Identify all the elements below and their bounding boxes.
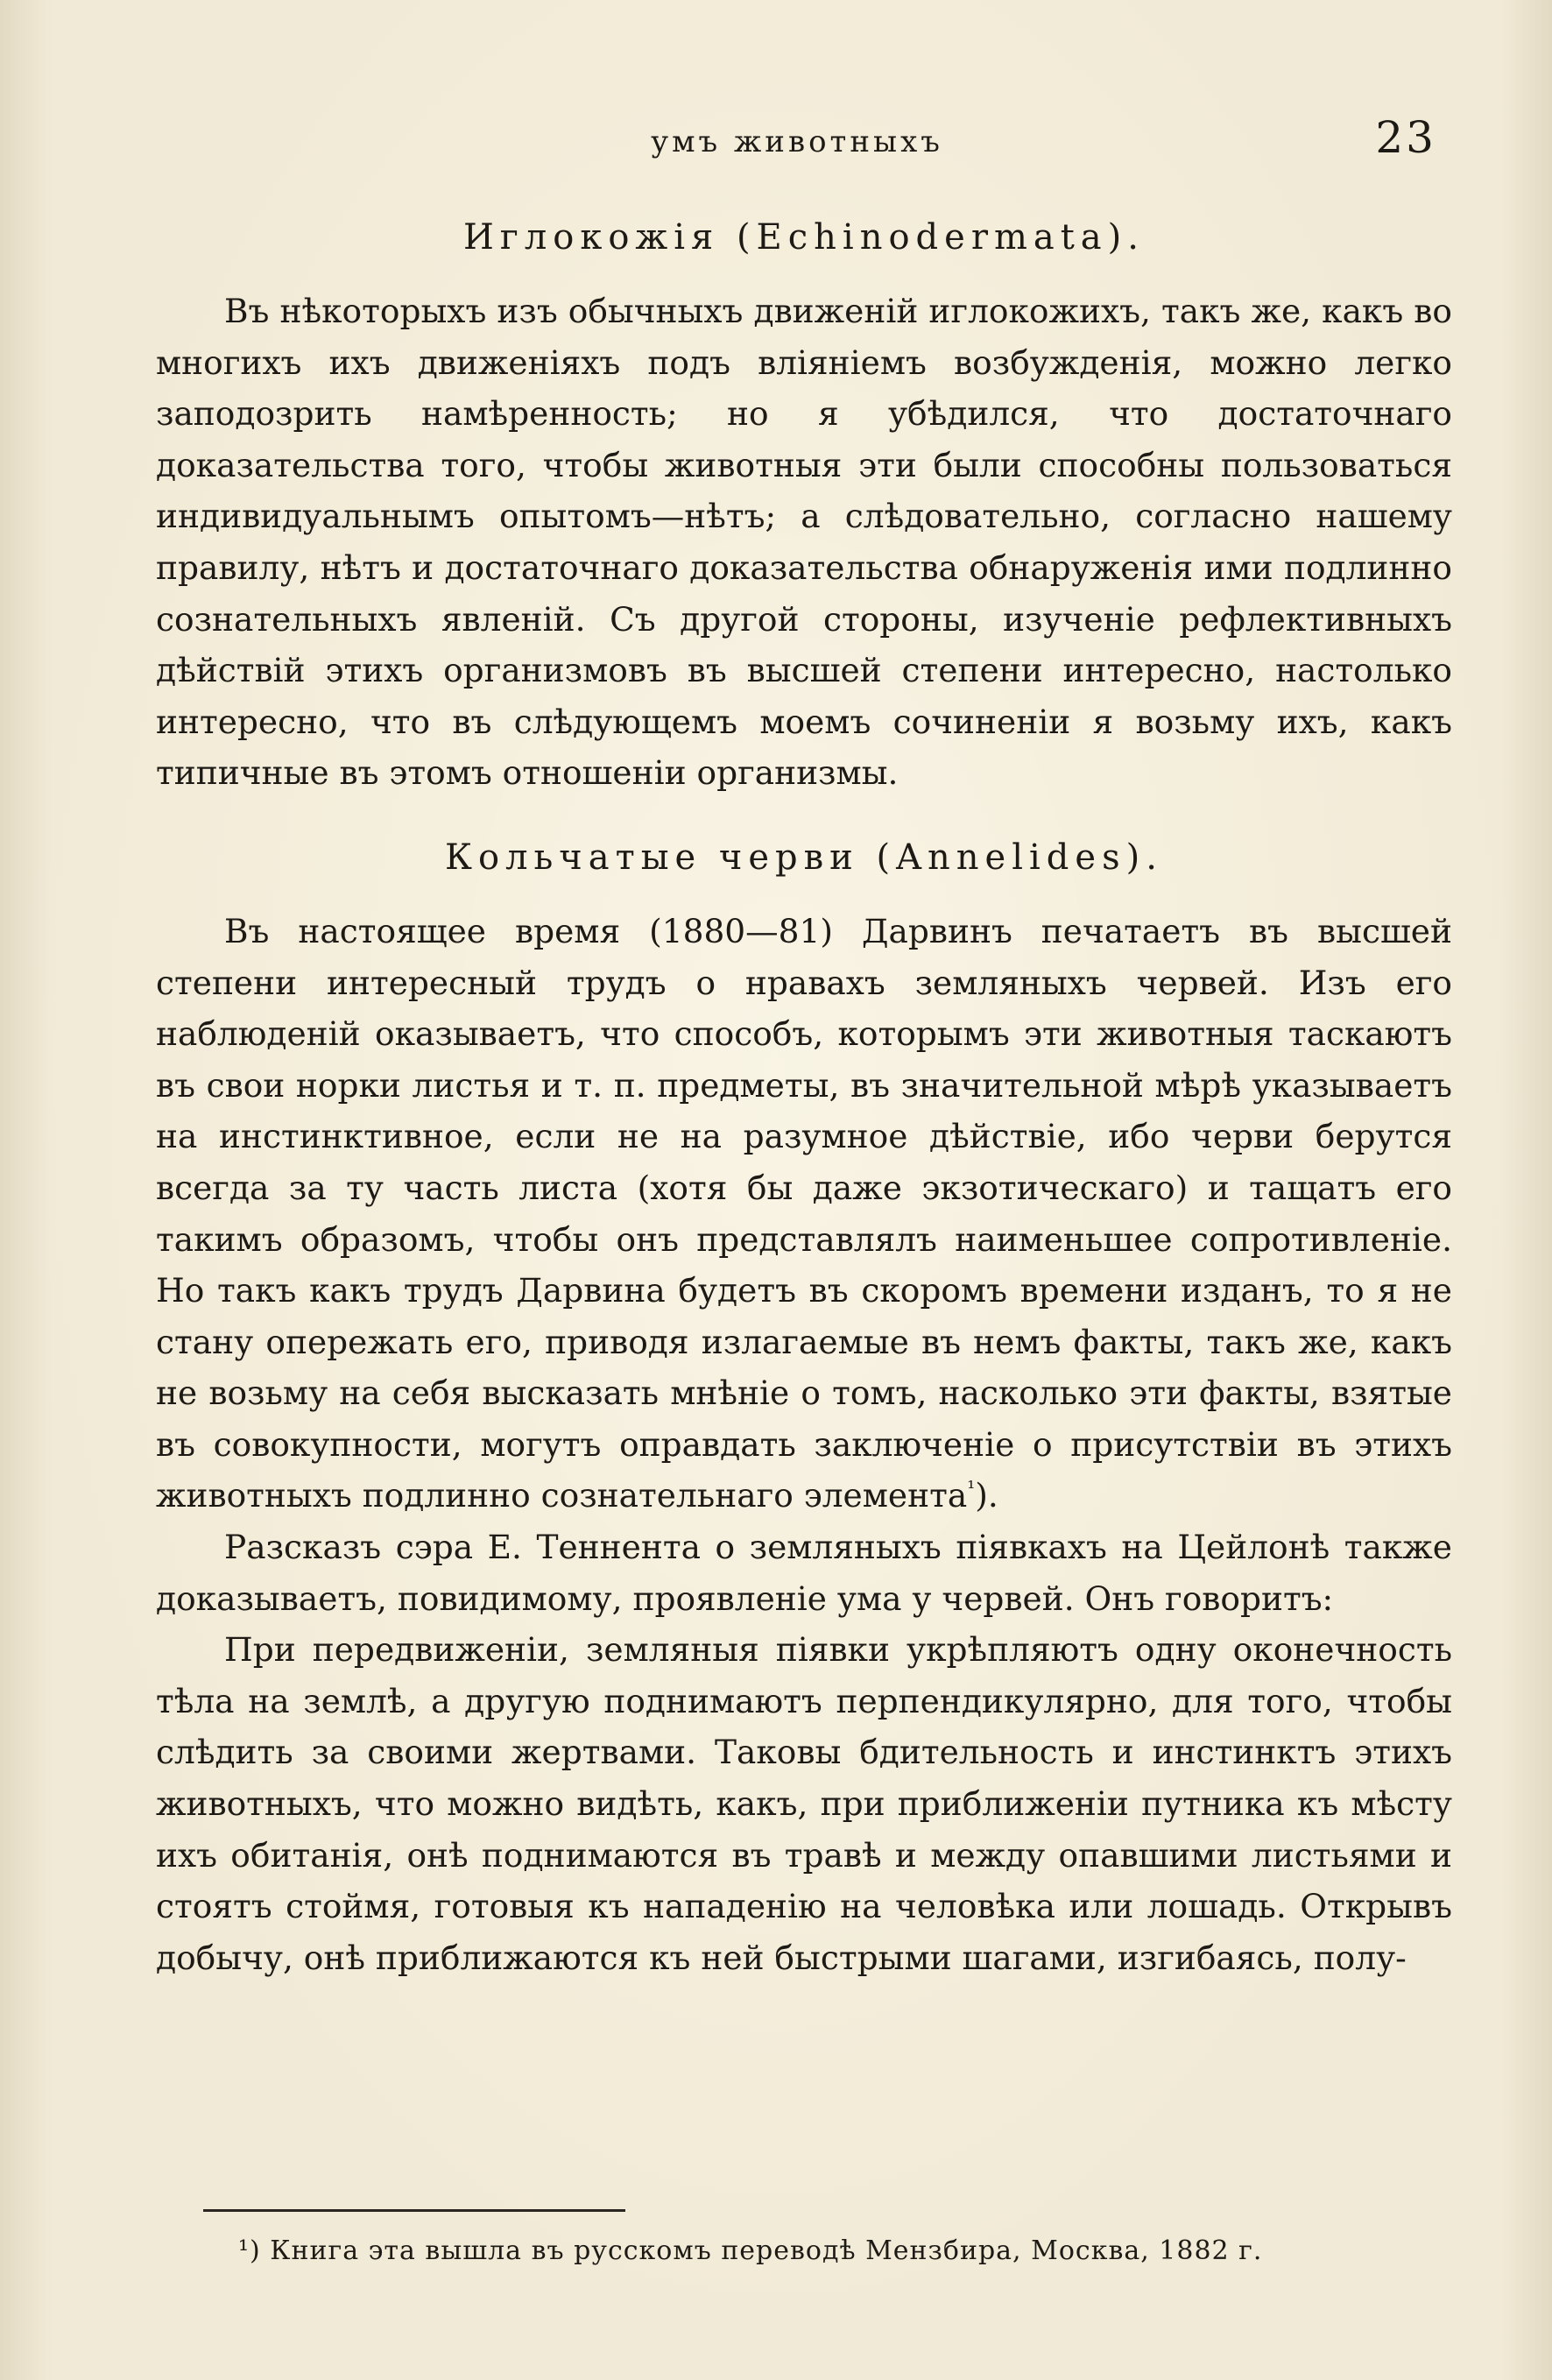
footnote-reference[interactable]: ¹ [967,1477,976,1501]
paragraph: Въ нѣкоторыхъ изъ обычныхъ движеній иглокожихъ, такъ же, какъ во многихъ ихъ движеніяхъ подъ вліяніемъ возбужденія, можно легко заподозрить намѣренность; но я убѣдился, что достаточнаго доказательства того, чтобы животныя эти были способны пользоваться индивидуальнымъ опытомъ—нѣтъ; а слѣдовательно, согласно нашему правилу, нѣтъ и достаточнаго доказательства обнаруженія ими подлинно сознательныхъ явленій. Съ другой стороны, изученіе рефлективныхъ дѣйствій этихъ организмовъ въ высшей степени интересно, настолько интересно, что въ слѣдующемъ моемъ сочиненіи я возьму ихъ, какъ типичные въ этомъ отношеніи организмы. [156,292,1452,793]
paragraph: Разсказъ сэра Е. Теннента о земляныхъ піявкахъ на Цейлонѣ также доказываетъ, повидимому, проявленіе ума у червей. Онъ говоритъ: [156,1528,1452,1618]
page-header [158,112,1436,182]
running-title: умъ животныхъ [651,124,943,159]
paragraph: При передвиженіи, земляныя піявки укрѣпляютъ одну оконечность тѣла на землѣ, а другую поднимаютъ перпендикулярно, для того, чтобы слѣдить за своими жертвами. Таковы бдительность и инстинктъ этихъ животныхъ, что можно видѣть, какъ, при приближеніи путника къ мѣсту ихъ обитанія, онѣ поднимаются въ травѣ и между опавшими листьями и стоятъ стоймя, готовыя къ нападенію на человѣка или лошадь. Открывъ добычу, онѣ приближаются къ ней быстрыми шагами, изгибаясь, полу- [156,1630,1452,1977]
footnote: ¹) Книга эта вышла въ русскомъ переводѣ Мензбира, Москва, 1882 г. [238,2235,1263,2266]
paragraph [156,906,1452,1522]
paragraph-text: Въ настоящее время (1880—81) Дарвинъ печатаетъ въ высшей степени интересный трудъ о нравахъ земляныхъ червей. Изъ его наблюденій оказываетъ, что способъ, которымъ эти животныя таскаютъ въ свои норки листья и т. п. предметы, въ значительной мѣрѣ указываетъ на инстинктивное, если не на разумное дѣйствіе, ибо черви берутся всегда за ту часть листа (хотя бы даже экзотическаго) и тащатъ его такимъ образомъ, чтобы онъ представлялъ наименьшее сопротивленіе. Но такъ какъ трудъ Дарвина будетъ въ скоромъ времени изданъ, то я не стану опережать его, приводя излагаемые въ немъ факты, такъ же, какъ не возьму на себя высказать мнѣніе о томъ, насколько эти факты, взятые въ совокупности, могутъ оправдать заключеніе о присутствіи въ этихъ животныхъ подлинно сознательнаго элемента [156,911,1452,1515]
page-number: 23 [1375,112,1436,163]
section-heading-annelides: Кольчатые черви (Annelides). [445,837,1163,878]
page-body [156,208,1452,1983]
section-heading-echinodermata: Иглокожія (Echinodermata). [463,217,1145,258]
footnote-reference-close: ). [975,1476,998,1515]
footnote-divider [203,2209,625,2212]
